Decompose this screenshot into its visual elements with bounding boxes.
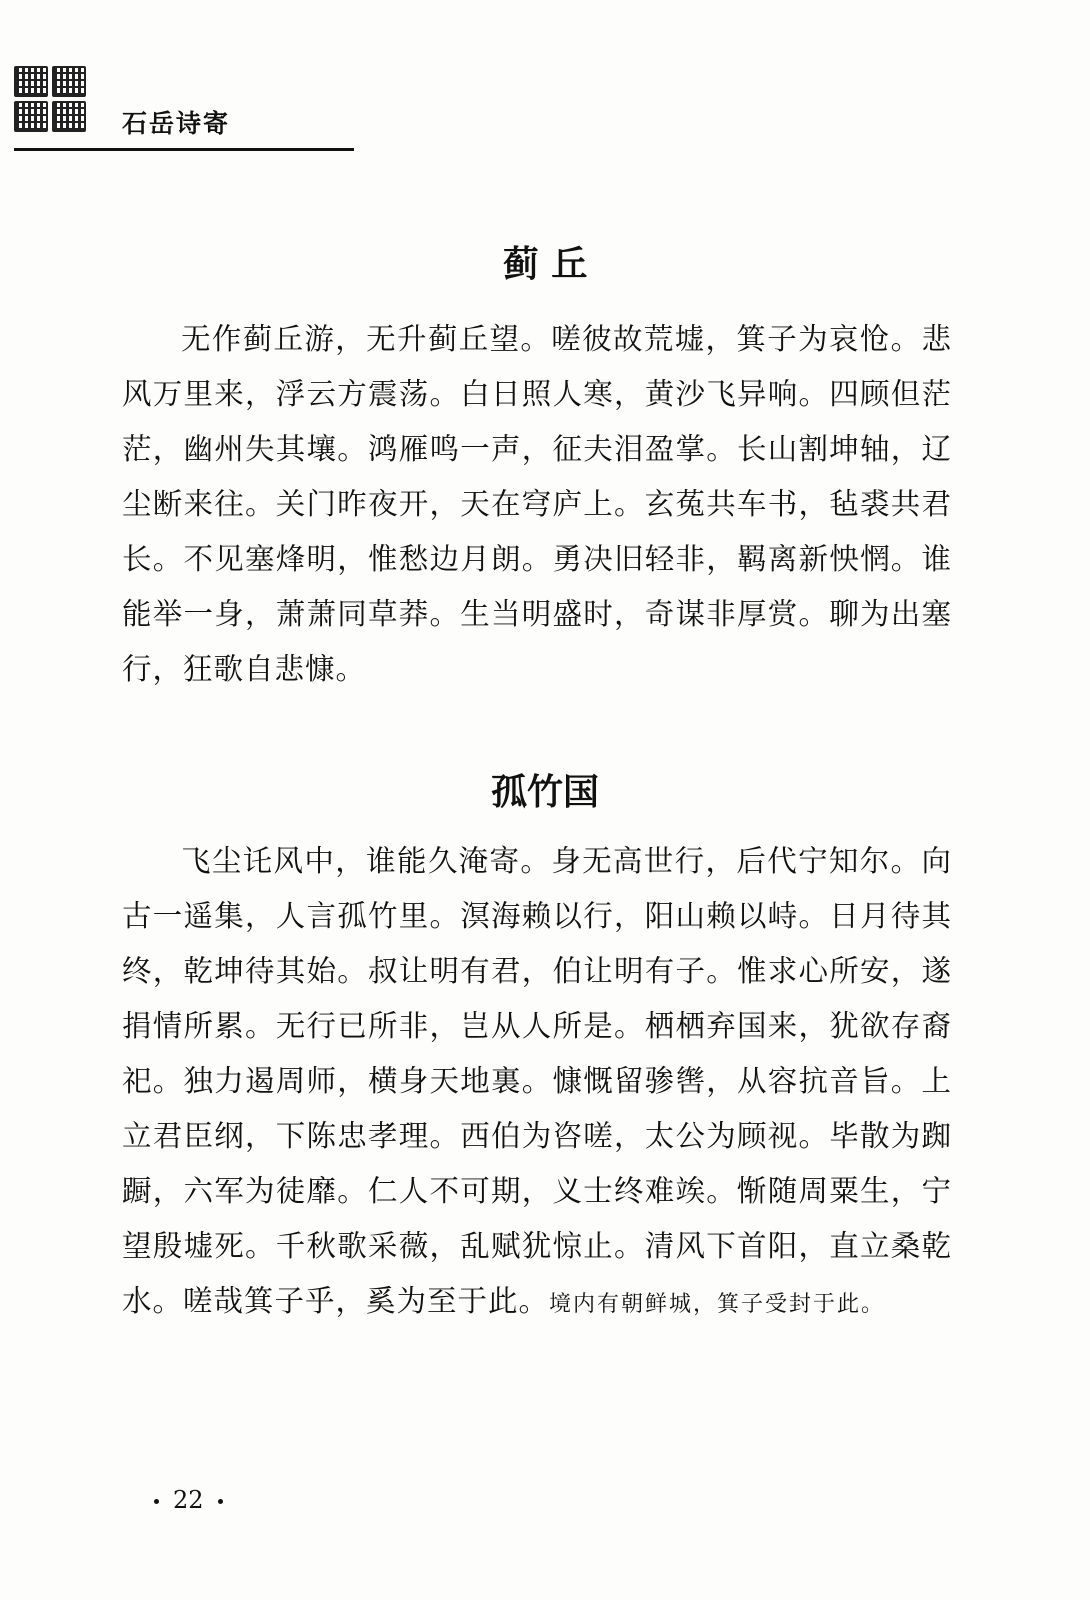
seal-icon: [14, 66, 86, 132]
poem-title: 蓟 丘: [502, 243, 588, 285]
poem-note: 境内有朝鲜城，箕子受封于此。: [549, 1292, 886, 1317]
poem-body: 无作蓟丘游，无升蓟丘望。嗟彼故荒墟，箕子为哀怆。悲风万里来，浮云方震荡。白日照人寒，黄沙飞异响。四顾但茫茫，幽州失其壤。鸿雁鸣一声，征夫泪盈掌。长山割坤轴，辽尘断来往。关门昨夜开，天在穹庐上。玄菟共车书，毡裘共君长。不见塞烽明，惟愁边月朗。勇决旧轻非，羁离新怏惘。谁能举一身，萧萧同草莽。生当明盛时，奇谋非厚赏。聊为出塞行，狂歌自悲慷。: [122, 322, 952, 686]
poem-body: 飞尘讬风中，谁能久淹寄。身无高世行，后代宁知尔。向古一遥集，人言孤竹里。溟海赖以行，阳山赖以峙。日月待其终，乾坤待其始。叔让明有君，伯让明有子。惟求心所安，遂捐情所累。无行已所非，岂从人所是。栖栖弃国来，犹欲存裔祀。独力遏周师，横身天地裏。慷慨留骖辔，从容抗音旨。上立君臣纲，下陈忠孝理。西伯为咨嗟，太公为顾视。毕散为踟蹰，六军为徒靡。仁人不可期，义士终难竢。惭随周粟生，宁望殷墟死。千秋歌采薇，乱赋犹惊止。清风下首阳，直立桑乾水。嗟哉箕子乎，奚为至于此。境内有朝鲜城，箕子受封于此。: [122, 844, 952, 1318]
header-rule: [14, 148, 354, 151]
poem-title: 孤竹国: [490, 771, 599, 813]
page-number: 22: [140, 1486, 237, 1514]
running-title: 石岳诗寄: [122, 109, 231, 138]
